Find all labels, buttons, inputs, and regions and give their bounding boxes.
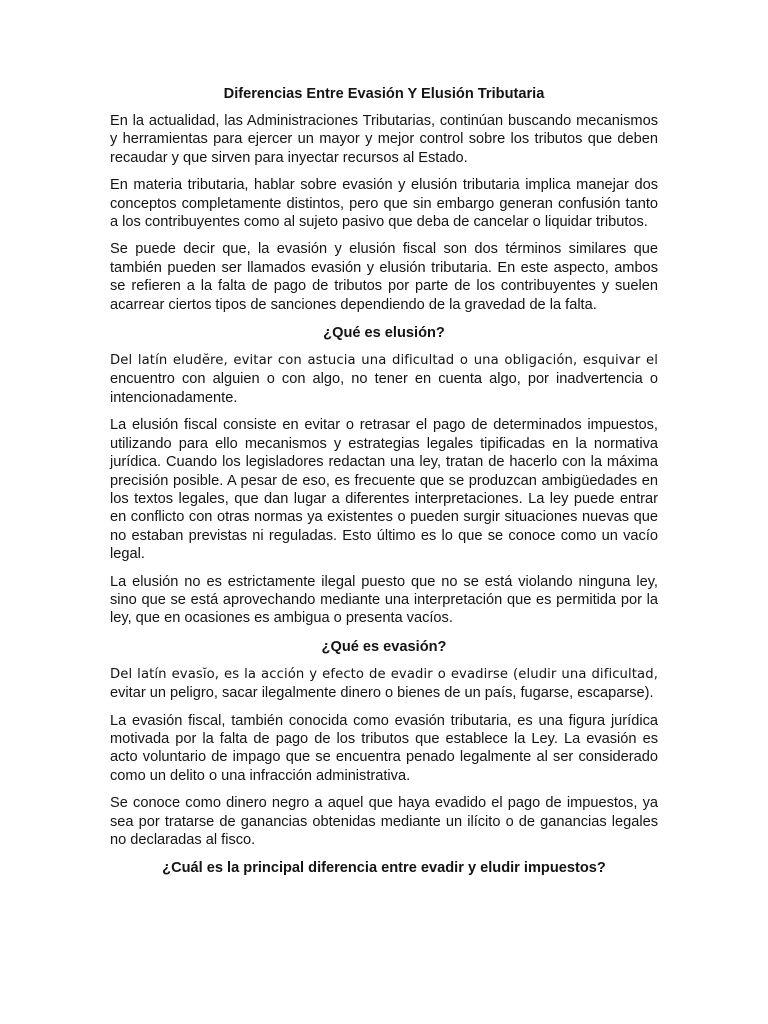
elusion-paragraph-1: La elusión fiscal consiste en evitar o retrasar el pago de determinados impuestos, utilizando para ello mecanismos y estrategias legales tipificadas en la normativa jurídica. Cuando los legisladores redactan una ley, tratan de hacerlo con la máxima precisión posible. A pesar de eso, es frecuente que se produzcan ambigüedades en los textos legales, que dan lugar a diferentes interpretaciones. La ley puede entrar en conflicto con otras normas ya existentes o pueden surgir situaciones nuevas que no estaban previstas ni reguladas. Esto último es lo que se conoce como un vacío legal. — [110, 417, 658, 563]
evasion-paragraph-1: La evasión fiscal, también conocida como evasión tributaria, es una figura jurídica motivada por la falta de pago de los tributos que establece la Ley. La evasión es acto voluntario de impago que se encuentra penado legalmente al ser considerado como un delito o una infracción administrativa. — [110, 712, 658, 784]
evasion-definition — [110, 665, 658, 703]
heading-elusion: ¿Qué es elusión? — [323, 325, 445, 342]
closing-question: ¿Cuál es la principal diferencia entre evadir y eludir impuestos? — [162, 860, 606, 877]
heading-evasion: ¿Qué es evasión? — [321, 638, 447, 655]
elusion-paragraph-2: La elusión no es estrictamente ilegal puesto que no se está violando ninguna ley, sino que se está aprovechando mediante una interpretación que es permitida por la ley, que en ocasiones es ambigua o presenta vacíos. — [110, 573, 658, 627]
elusion-definition-rest: encuentro con alguien o con algo, no tener en cuenta algo, por inadvertencia o intencionadamente. — [110, 371, 658, 406]
intro-paragraph-1: En la actualidad, las Administraciones Tributarias, continúan buscando mecanismos y herramientas para ejercer un mayor y mejor control sobre los tributos que deben recaudar y que sirven para inyectar recursos al Estado. — [110, 113, 658, 166]
evasion-definition-lead: Del latín evasĭo, es la acción y efecto de evadir o evadirse (eludir una dificultad, — [110, 666, 658, 682]
document-title: Diferencias Entre Evasión Y Elusión Tributaria — [223, 86, 545, 102]
document-page — [110, 84, 658, 878]
evasion-definition-rest: evitar un peligro, sacar ilegalmente dinero o bienes de un país, fugarse, escaparse). — [110, 685, 654, 702]
evasion-paragraph-2: Se conoce como dinero negro a aquel que haya evadido el pago de impuestos, ya sea por tratarse de ganancias obtenidas mediante un ilícito o de ganancias legales no declaradas al fisco. — [110, 795, 658, 848]
elusion-definition-lead: Del latín eludĕre, evitar con astucia una dificultad o una obligación, esquivar el — [110, 353, 658, 369]
elusion-definition — [110, 351, 658, 407]
intro-paragraph-2: En materia tributaria, hablar sobre evasión y elusión tributaria implica manejar dos conceptos completamente distintos, pero que sin embargo generan confusión tanto a los contribuyentes como al sujeto pasivo que deba de cancelar o liquidar tributos. — [110, 177, 658, 231]
intro-paragraph-3: Se puede decir que, la evasión y elusión fiscal son dos términos similares que también pueden ser llamados evasión y elusión tributaria. En este aspecto, ambos se refieren a la falta de pago de tributos por parte de los contribuyentes y suelen acarrear ciertos tipos de sanciones dependiendo de la gravedad de la falta. — [110, 241, 658, 313]
